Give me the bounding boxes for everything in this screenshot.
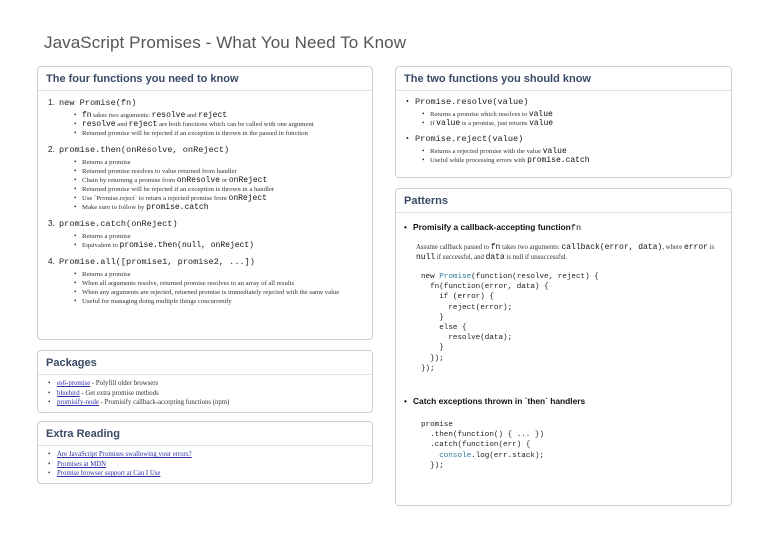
function-note: [74, 120, 372, 129]
code-text: promise: [421, 421, 453, 430]
inline-code: resolve: [82, 120, 116, 129]
pattern-catch-code-block: [421, 420, 731, 471]
pattern-catch-title: [404, 396, 731, 406]
function-note: [422, 156, 731, 165]
bullet-icon: •: [404, 223, 407, 232]
extra-reading-panel: [37, 421, 373, 484]
function-item: [38, 145, 372, 212]
function-number: 4.: [48, 257, 55, 266]
desc-code: error: [683, 243, 708, 252]
function-note: [74, 176, 372, 185]
code-text: (function(resolve, reject) {: [471, 273, 599, 281]
desc-text: takes two arguments:: [500, 244, 562, 251]
function-notes: [74, 270, 372, 306]
function-note: [422, 110, 731, 119]
function-number: 2.: [48, 145, 55, 154]
bullet-text: If: [430, 120, 437, 127]
link-item: [48, 469, 372, 479]
pattern-promisify-description: [416, 243, 717, 262]
function-signature: [406, 134, 731, 144]
inline-code: value: [529, 119, 554, 128]
code-line: [421, 420, 731, 430]
link-item: [48, 379, 372, 389]
inline-code: onResolve: [176, 176, 220, 185]
bullet-text: Returns a promise: [82, 159, 131, 166]
link-item: [48, 398, 372, 408]
code-line: [421, 364, 731, 374]
function-note: [74, 129, 372, 138]
bullet-text: Returned promise will be rejected if an exception is thrown in the passed in function: [82, 130, 308, 137]
bullet-text: Useful for managing doing multiple things concurrently: [82, 298, 232, 305]
function-code: promise.catch(onReject): [59, 219, 178, 229]
four-functions-panel: [37, 66, 373, 340]
two-functions-panel: [395, 66, 732, 178]
bullet-text: are both functions which can be called with one argument: [157, 121, 314, 128]
code-text: [421, 452, 439, 460]
bullet-text: Returns a promise which resolves to: [430, 111, 529, 118]
bullet-text: Chain by returning a promise from: [82, 177, 177, 184]
bullet-text: Make sure to follow by: [82, 204, 147, 211]
code-text: }: [421, 313, 444, 322]
link-description: - Polyfill older browsers: [90, 380, 159, 387]
function-notes: [422, 147, 731, 165]
inline-code: promise.catch: [527, 156, 590, 165]
code-text: reject(error);: [421, 303, 513, 312]
function-signature: [48, 145, 372, 155]
bullet-text: Equivalent to: [82, 242, 120, 249]
code-line: [421, 343, 731, 353]
extra-reading-list: [48, 450, 372, 479]
function-item: [38, 98, 372, 138]
bullet-text: When any arguments are rejected, returned promise is immediately rejected with the same value: [82, 289, 340, 296]
function-note: [74, 185, 372, 194]
function-note: [74, 194, 372, 203]
function-item: [38, 257, 372, 306]
inline-code: onReject: [228, 194, 267, 203]
function-item: [38, 219, 372, 250]
function-note: [74, 158, 372, 167]
code-line: [421, 303, 731, 313]
function-code: Promise.reject(value): [415, 134, 524, 144]
bullet-text: Useful while processing errors with: [430, 157, 528, 164]
function-note: [74, 203, 372, 212]
packages-heading: Packages: [38, 351, 372, 375]
bullet-icon: •: [406, 97, 409, 106]
code-line: [421, 292, 731, 302]
function-signature: [48, 257, 372, 267]
code-text: });: [421, 364, 435, 373]
function-code: promise.then(onResolve, onReject): [59, 145, 230, 155]
link[interactable]: promisify-node: [57, 399, 99, 406]
bullet-text: Returned promise will be rejected if an exception is thrown in a handler: [82, 186, 275, 193]
bullet-text: and: [115, 121, 129, 128]
code-line: [421, 430, 731, 440]
link-item: [48, 450, 372, 460]
inline-code: value: [528, 110, 553, 119]
bullet-text: Use `Promise.reject` to return a rejected promise from: [82, 195, 229, 202]
function-signature: [48, 219, 372, 229]
code-line: [421, 451, 731, 461]
packages-list: [48, 379, 372, 408]
inline-code: reject: [198, 111, 228, 120]
inline-code: reject: [128, 120, 158, 129]
link-item: [48, 389, 372, 399]
function-notes: [422, 110, 731, 128]
function-note: [74, 167, 372, 176]
code-line: [421, 461, 731, 471]
bullet-text: Returns a rejected promise with the value: [430, 148, 543, 155]
code-text: }: [421, 344, 444, 353]
pattern-catch-title-text: Catch exceptions thrown in `then` handlers: [413, 396, 586, 407]
bullet-text: or: [219, 177, 229, 184]
code-line: [421, 282, 731, 292]
function-number: 3.: [48, 219, 55, 228]
function-note: [74, 241, 372, 250]
code-line: [421, 272, 731, 282]
code-text: .log(err.stack);: [471, 451, 545, 460]
patterns-heading: Patterns: [396, 189, 731, 213]
inline-code: onReject: [228, 176, 268, 185]
bullet-text: Returns a promise: [82, 233, 131, 240]
code-text: resolve(data);: [421, 334, 513, 343]
bullet-text: Returns a promise: [82, 271, 131, 278]
function-notes: [74, 232, 372, 250]
bullet-text: takes two arguments:: [91, 112, 152, 119]
desc-text: , where: [662, 244, 684, 251]
pattern-promisify-title: [404, 222, 731, 233]
code-line: [421, 354, 731, 364]
bullet-icon: •: [406, 134, 409, 143]
four-functions-heading: The four functions you need to know: [38, 67, 372, 91]
link-description: - Get extra promise methods: [79, 389, 159, 397]
bullet-text: When all arguments resolve, returned promise resolves to an array of all results: [82, 280, 295, 287]
function-note: [422, 147, 731, 156]
inline-code: value: [542, 147, 567, 156]
function-note: [74, 288, 372, 297]
four-functions-list: [38, 98, 372, 306]
code-text: else {: [421, 324, 467, 333]
bullet-text: and: [185, 112, 199, 119]
link[interactable]: Promise browser support at Can I Use: [57, 470, 161, 477]
function-number: 1.: [48, 98, 55, 107]
pattern-promisify-code-block: [421, 272, 731, 374]
patterns-panel: [395, 188, 732, 506]
desc-code: callback(error, data): [561, 243, 663, 252]
function-code: Promise.resolve(value): [415, 97, 529, 107]
link[interactable]: bluebird: [57, 389, 80, 397]
function-note: [74, 279, 372, 288]
function-signature: [48, 98, 372, 108]
code-text: });: [421, 461, 444, 470]
function-notes: [74, 111, 372, 138]
code-text: fn(function(error, data) {: [421, 283, 549, 292]
inline-code: value: [436, 119, 461, 128]
function-note: [74, 111, 372, 120]
desc-text: if successful, and: [435, 253, 486, 261]
function-note: [74, 270, 372, 279]
function-note: [74, 232, 372, 241]
link[interactable]: Are JavaScript Promises swallowing your errors?: [57, 451, 192, 458]
inline-code: fn: [82, 111, 92, 120]
code-text: });: [421, 354, 444, 363]
extra-reading-heading: Extra Reading: [38, 422, 372, 446]
desc-code: null: [416, 252, 436, 262]
function-signature: [406, 97, 731, 107]
code-text: if (error) {: [421, 293, 494, 302]
function-item: [406, 97, 731, 128]
code-line: [421, 440, 731, 450]
desc-text: Assume callback passed to: [416, 244, 491, 251]
code-line: [421, 323, 731, 333]
link-description: - Promisify callback-accepting functions (npm): [98, 399, 230, 406]
bullet-text: is a promise, just returns: [460, 120, 530, 127]
two-functions-list: [396, 97, 731, 165]
page-title: JavaScript Promises - What You Need To Know: [44, 33, 407, 52]
inline-code: resolve: [151, 111, 186, 120]
link-item: [48, 460, 372, 470]
packages-panel: [37, 350, 373, 413]
inline-code: promise.then(null, onReject): [119, 241, 254, 250]
inline-code: promise.catch: [146, 203, 209, 212]
desc-code: data: [485, 252, 505, 262]
code-keyword: console: [439, 451, 472, 460]
function-note: [74, 297, 372, 306]
code-text: .then(function() { ... }): [421, 431, 545, 440]
desc-text: is: [707, 244, 715, 251]
code-line: [421, 333, 731, 343]
link[interactable]: es6-promise: [57, 380, 91, 387]
bullet-icon: •: [404, 397, 407, 407]
function-item: [406, 134, 731, 165]
pattern-promisify-title-text: Promisify a callback-accepting function: [413, 222, 571, 232]
code-text: new: [421, 273, 440, 281]
function-note: [422, 119, 731, 128]
bullet-text: Returned promise resolves to value returned from handler: [82, 168, 237, 175]
two-functions-heading: The two functions you should know: [396, 67, 731, 91]
code-text: .catch(function(err) {: [421, 441, 531, 450]
code-line: [421, 313, 731, 323]
desc-code: fn: [490, 243, 501, 252]
link[interactable]: Promises at MDN: [57, 460, 107, 468]
function-code: new Promise(fn): [59, 98, 137, 108]
pattern-promisify-title-code: fn: [570, 223, 582, 233]
function-notes: [74, 158, 372, 212]
desc-text: is null if unsuccessful.: [504, 253, 568, 261]
code-keyword: Promise: [439, 273, 472, 281]
function-code: Promise.all([promise1, promise2, ...]): [59, 257, 255, 267]
